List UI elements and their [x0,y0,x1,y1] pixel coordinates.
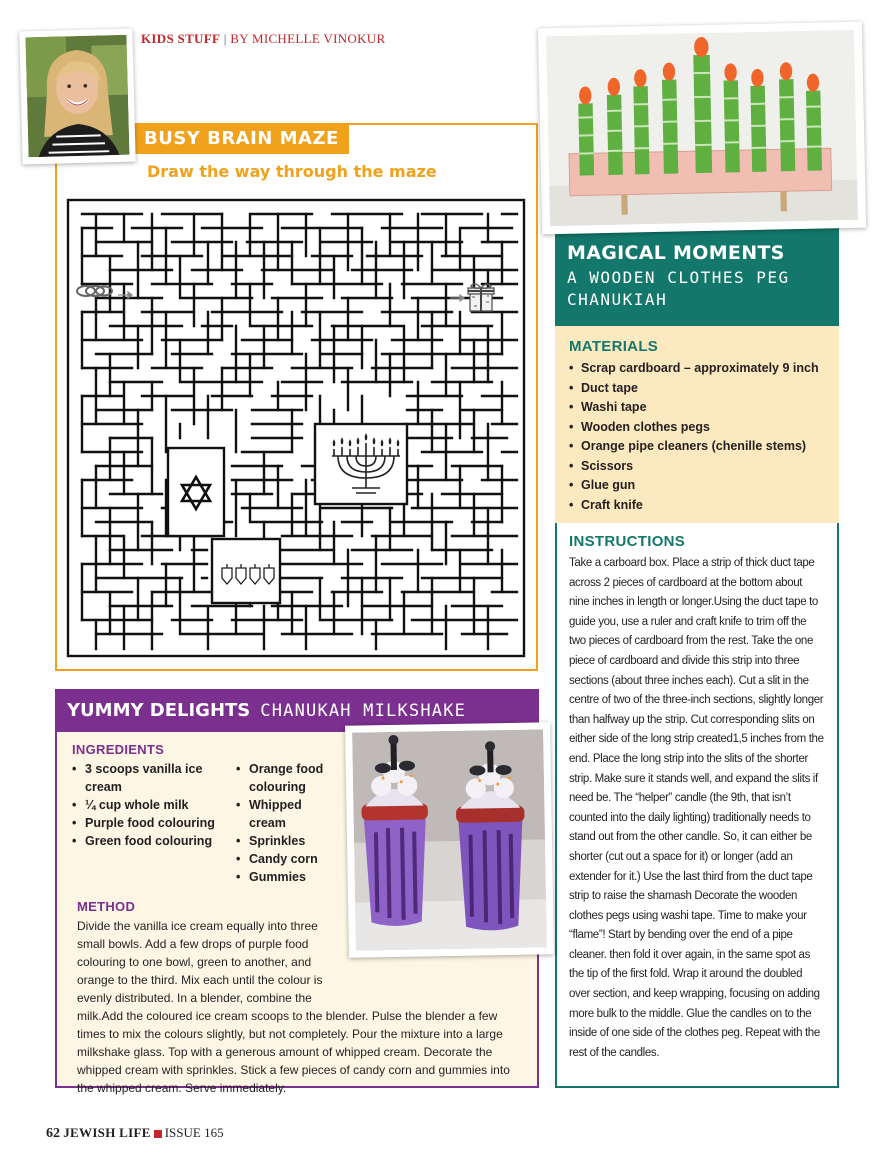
purple-milkshakes-image [352,729,547,950]
list-item: • Wooden clothes pegs [569,418,825,438]
maze-start-rings-icon [77,286,112,296]
byline [141,31,385,47]
materials-list [569,359,825,515]
byline-separator: | [223,31,227,46]
maze-walls [68,200,524,656]
list-item: • Orange food colouring [236,760,341,796]
maze-end-arrow-icon [450,295,464,301]
list-item: • Glue gun [569,476,825,496]
list-item: • Scissors [569,457,825,477]
list-item: • 3 scoops vanilla ice cream [72,760,224,796]
instructions-panel [555,523,839,1088]
materials-panel [555,326,839,523]
maze-puzzle[interactable] [62,194,530,664]
instructions-text: Take a carboard box. Place a strip of thick duct tape across 2 pieces of cardboard at the bottom about nine inches in length or longer.Using the duct tape to guide you, use a ruler and craft knife to trim off the two pieces of cardboard from the rest. Take the one piece of cardboard and divide this strip into three sections (about three inches each). Cut a slit in the centre of two of the three-inch sections, slightly longer than halfway up the strip. Cut corresponding slits on either side of the long strip created1,5 inches from the end. Place the long strip into the slits of the shorter strip. Make sure it stands well, and expand the slits if need be. The “helper” candle (the 9th, that isn’t counted into the daily lighting) traditionally needs to stand out from the other candle. So, it can either be shorter (cut out a space for it) or longer (add an extender for it.) Use the last third from the duct tape strip to raise the shamash Decorate the wooden clothes pegs using washi tape. Time to make your “flame”! Start by bending over the end of a pipe cleaner. then fold it over again, in the same spot as the tip of the first fold. Wrap it around the doubled over section, and keep wrapping, focusing on adding more bulk to the middle. Glue the candles on to the inside of one side of the clothes peg. Repeat with the rest of the candles. [569,557,824,1059]
list-item: • Washi tape [569,398,825,418]
list-item: • Green food colouring [72,832,224,850]
craft-subtitle-line1: A WOODEN CLOTHES PEG [567,268,790,287]
section-kicker: KIDS STUFF [141,31,221,46]
method-text: Divide the vanilla ice cream equally into three small bowls. Add a few drops of purple food colouring to one bowl, green to another, and orange to the third. Mix each until the colour is evenly distributed. In a blender, combine the milk.Add the coloured ice cream scoops to the blender. Pulse the blender a few times to mix the colours slightly, but not completely. Pour the mixture into a large milkshake glass. Top with a generous amount of whipped cream. Decorate the whipped cream with sprinkles. Stick a few pieces of candy corn and gummies into the whipped cream. Serve immediately. [77,919,510,1095]
list-item: • Purple food colouring [72,814,224,832]
list-item: • Gummies [236,868,341,886]
maze-subtitle: Draw the way through the maze [147,162,437,181]
clothes-peg-chanukiah-image [546,30,858,226]
list-item: • Sprinkles [236,832,341,850]
menorah-photo [538,22,866,235]
maze-star-box [168,448,224,536]
craft-header [555,220,839,326]
author-portrait-image [25,35,129,158]
materials-title: MATERIALS [569,338,659,355]
list-item: • Scrap cardboard – approximately 9 inch [569,359,825,379]
issue-number: ISSUE 165 [164,1125,224,1140]
ingredients-list-1 [72,760,224,850]
author-photo [19,29,135,165]
maze-title: BUSY BRAIN MAZE [134,124,349,154]
ingredients-title: INGREDIENTS [72,742,165,757]
method-title: METHOD [77,899,136,914]
page-number: 62 [46,1126,60,1141]
list-item: • Duct tape [569,379,825,399]
craft-title: MAGICAL MOMENTS [567,242,785,264]
craft-subtitle-line2: CHANUKIAH [567,290,668,309]
milkshake-photo [345,722,554,958]
list-item: • Whipped cream [236,796,341,832]
footer-square-icon [154,1130,162,1138]
list-item: • Craft knife [569,496,825,516]
list-item: • ¼ cup whole milk [72,796,224,814]
byline-author: BY MICHELLE VINOKUR [230,31,386,46]
list-item: • Orange pipe cleaners (chenille stems) [569,437,825,457]
maze-end-gift-icon [468,284,494,311]
instructions-title: INSTRUCTIONS [569,533,686,550]
list-item: • Candy corn [236,850,341,868]
ingredients-list-2 [236,760,341,886]
recipe-title: YUMMY DELIGHTS [67,700,251,721]
publication-name: JEWISH LIFE [63,1125,151,1140]
page-footer [46,1125,224,1142]
recipe-subtitle: CHANUKAH MILKSHAKE [260,701,467,721]
